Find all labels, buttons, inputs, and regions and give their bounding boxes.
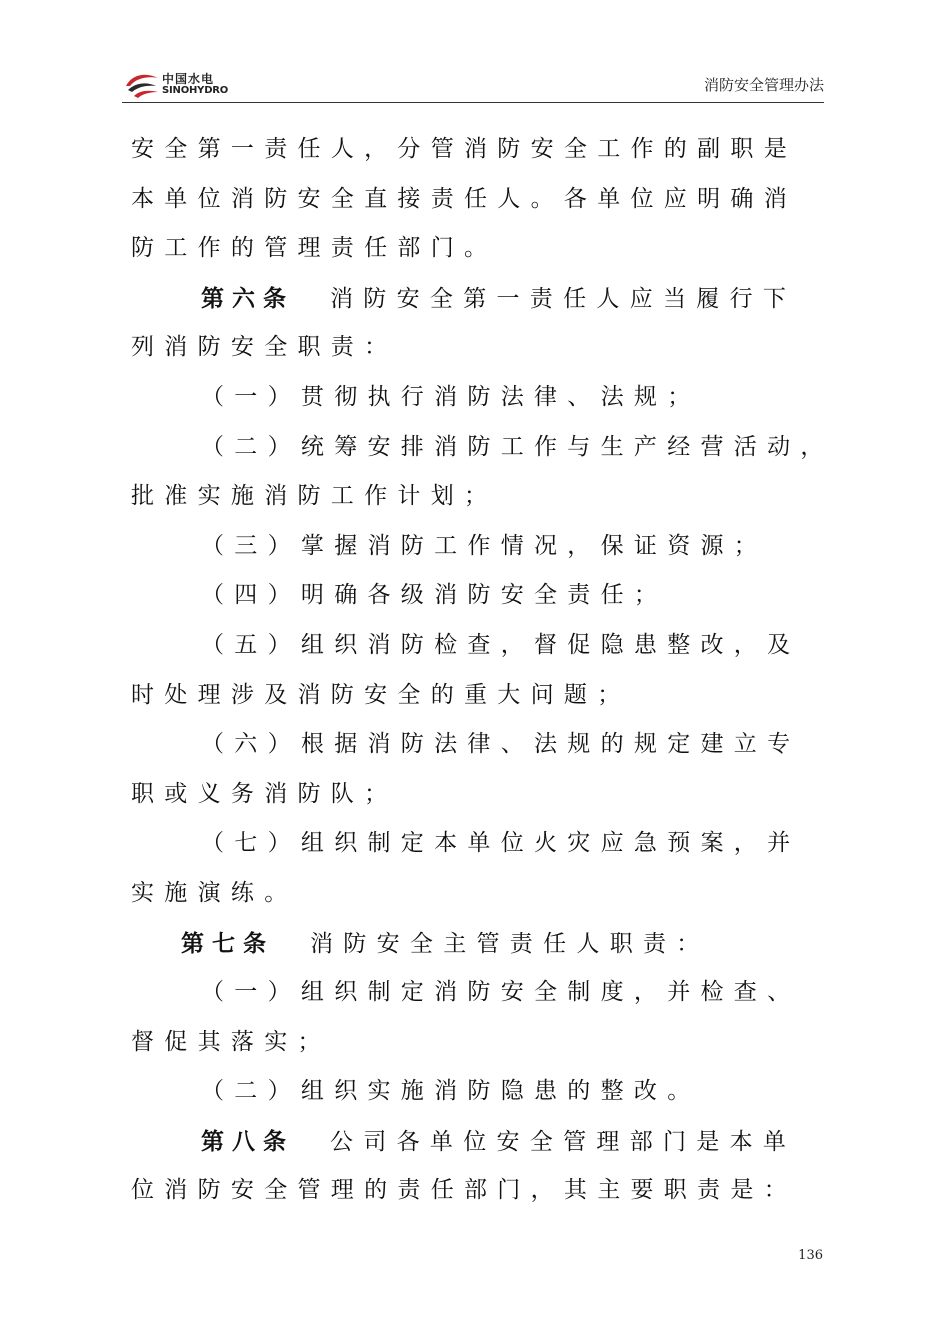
document-body [131,125,834,1216]
list-item: （五）组织消防检查，督促隐患整改，及 [201,631,801,658]
list-item: （三）掌握消防工作情况，保证资源； [201,532,768,559]
article-eight-heading: 第八条 [201,1127,294,1155]
article-seven-heading: 第七条 [181,929,274,957]
text-line: 消防安全第一责任人应当履行下 [330,285,797,312]
header-divider [122,102,824,103]
list-item: （一）组织制定消防安全制度，并检查、 [201,979,801,1006]
list-item: （二）组织实施消防隐患的整改。 [201,1078,701,1105]
text-line: 时处理涉及消防安全的重大问题； [131,681,631,708]
sinohydro-logo-icon [124,70,160,98]
list-item: （二）统筹安排消防工作与生产经营活动， [201,433,834,460]
list-item: （六）根据消防法律、法规的规定建立专 [201,731,801,758]
logo-text-en: SINOHYDRO [162,85,229,96]
text-line: 职或义务消防队； [131,780,398,807]
text-line: 公司各单位安全管理部门是本单 [330,1128,797,1155]
text-line: 列消防安全职责： [131,334,398,361]
page-header [122,66,824,102]
text-line: 安全第一责任人，分管消防安全工作的副职是 [131,136,797,162]
text-line: 督促其落实； [131,1028,331,1055]
text-line: 实施演练。 [131,879,298,906]
text-line: 批准实施消防工作计划； [131,483,498,510]
document-title: 消防安全管理办法 [703,76,824,94]
sinohydro-logo [124,68,244,100]
text-line: 本单位消防安全直接责任人。各单位应明确消 [131,185,797,212]
page-number: 136 [798,1248,823,1263]
list-item: （一）贯彻执行消防法律、法规； [201,383,701,410]
article-seven-line [131,919,831,969]
list-item: （四）明确各级消防安全责任； [201,582,668,609]
article-six-heading: 第六条 [201,284,294,312]
article-six-line [131,274,831,324]
text-line: 防工作的管理责任部门。 [131,235,498,262]
text-line: 消防安全主管责任人职责： [310,930,710,957]
article-eight-line [131,1117,831,1167]
list-item: （七）组织制定本单位火灾应急预案，并 [201,830,801,857]
text-line: 位消防安全管理的责任部门，其主要职责是： [131,1177,797,1204]
logo-text-cn: 中国水电 [162,72,215,86]
